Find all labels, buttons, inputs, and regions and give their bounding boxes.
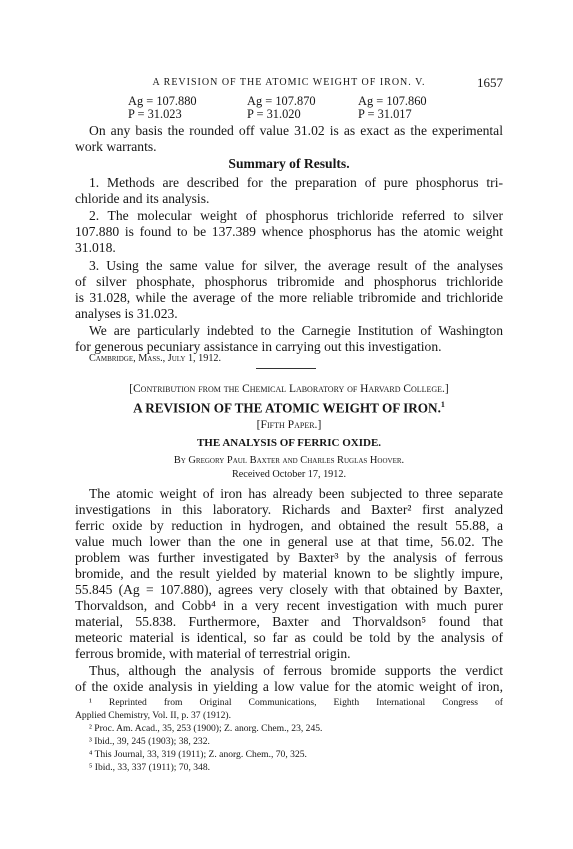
- body-line: The atomic weight of iron has already been subjected to three separate: [89, 486, 503, 501]
- summary-line: is 31.028, while the average of the more reliable tribromide and trichloride: [75, 290, 503, 305]
- table-cell-p: P = 31.023: [128, 107, 182, 121]
- footnote-marker: 1: [440, 400, 445, 409]
- table-cell-p: P = 31.020: [247, 107, 301, 121]
- table-cell-ag: Ag = 107.880: [128, 94, 197, 108]
- section-divider: [256, 368, 316, 369]
- summary-line: 3. Using the same value for silver, the average result of the analyses: [89, 258, 503, 273]
- body-line: investigations in this laboratory. Richards and Baxter² first analyzed: [75, 502, 503, 517]
- received-date: Received October 17, 1912.: [231, 469, 346, 480]
- footnote: ⁵ Ibid., 33, 337 (1911); 70, 348.: [89, 762, 211, 773]
- paragraph-line: On any basis the rounded off value 31.02 is as exact as the experimental: [89, 123, 503, 138]
- section-heading: Summary of Results.: [228, 156, 350, 171]
- article-title-text: A REVISION OF THE ATOMIC WEIGHT OF IRON.: [133, 400, 441, 416]
- summary-line: for generous pecuniary assistance in carrying out this investigation.: [75, 339, 442, 354]
- body-line: value much lower than the one in general use at that time, 56.02. The: [75, 534, 503, 549]
- article-title: [75, 400, 503, 416]
- article-subtitle: THE ANALYSIS OF FERRIC OXIDE.: [196, 437, 382, 449]
- dateline: Cambridge, Mass., July 1, 1912.: [89, 353, 222, 364]
- footnote: ³ Ibid., 39, 245 (1903); 38, 232.: [89, 736, 210, 747]
- body-line: problem was further investigated by Baxter³ by the analysis of ferrous: [75, 550, 503, 565]
- summary-line: 31.018.: [75, 240, 116, 255]
- running-title: A REVISION OF THE ATOMIC WEIGHT OF IRON. V.: [152, 77, 426, 88]
- summary-line: 107.880 is found to be 137.389 whence phosphorus has the atomic weight: [75, 224, 503, 239]
- footnote: ⁴ This Journal, 33, 319 (1911); Z. anorg. Chem., 70, 325.: [89, 749, 307, 760]
- body-line: Thorvaldson, and Cobb⁴ in a very recent investigation with much purer: [75, 598, 503, 613]
- paper-label: [Fifth Paper.]: [256, 418, 322, 431]
- footnote: Applied Chemistry, Vol. II, p. 37 (1912).: [75, 710, 231, 721]
- body-line: material, 55.838. Furthermore, Baxter and Thorvaldson⁵ found that: [75, 614, 503, 629]
- summary-line: 1. Methods are described for the preparation of pure phosphorus tri-: [89, 175, 503, 190]
- byline: By Gregory Paul Baxter and Charles Ruglas Hoover.: [173, 455, 405, 466]
- table-cell-p: P = 31.017: [358, 107, 412, 121]
- footnote: ¹ Reprinted from Original Communications, Eighth International Congress of: [89, 697, 503, 708]
- summary-line: analyses is 31.023.: [75, 306, 178, 321]
- running-head: [75, 77, 503, 88]
- footnote: ² Proc. Am. Acad., 35, 253 (1900); Z. anorg. Chem., 23, 245.: [89, 723, 323, 734]
- summary-line: chloride and its analysis.: [75, 191, 210, 206]
- body-line: Thus, although the analysis of ferrous bromide supports the verdict: [89, 663, 503, 678]
- body-line: ferric oxide by reduction in hydrogen, and obtained the result 55.88, a: [75, 518, 503, 533]
- contribution-note: [Contribution from the Chemical Laboratory of Harvard College.]: [129, 383, 449, 395]
- body-line: of the oxide analysis in yielding a low value for the atomic weight of iron,: [75, 679, 503, 694]
- summary-line: of silver phosphate, phosphorus tribromide and phosphorus trichloride: [75, 274, 503, 289]
- paragraph-line: work warrants.: [75, 139, 157, 154]
- summary-line: We are particularly indebted to the Carnegie Institution of Washington: [89, 323, 503, 338]
- page-number: 1657: [477, 75, 503, 90]
- summary-line: 2. The molecular weight of phosphorus trichloride referred to silver: [89, 208, 503, 223]
- table-cell-ag: Ag = 107.870: [247, 94, 316, 108]
- body-line: ferrous bromide, with material of terrestrial origin.: [75, 646, 351, 661]
- body-line: 55.845 (Ag = 107.880), agrees very closely with that obtained by Baxter,: [75, 582, 503, 597]
- table-cell-ag: Ag = 107.860: [358, 94, 427, 108]
- body-line: meteoric material is identical, so far as could be told by the analysis of: [75, 630, 503, 645]
- body-line: bromide, and the result yielded by material known to be slightly impure,: [75, 566, 503, 581]
